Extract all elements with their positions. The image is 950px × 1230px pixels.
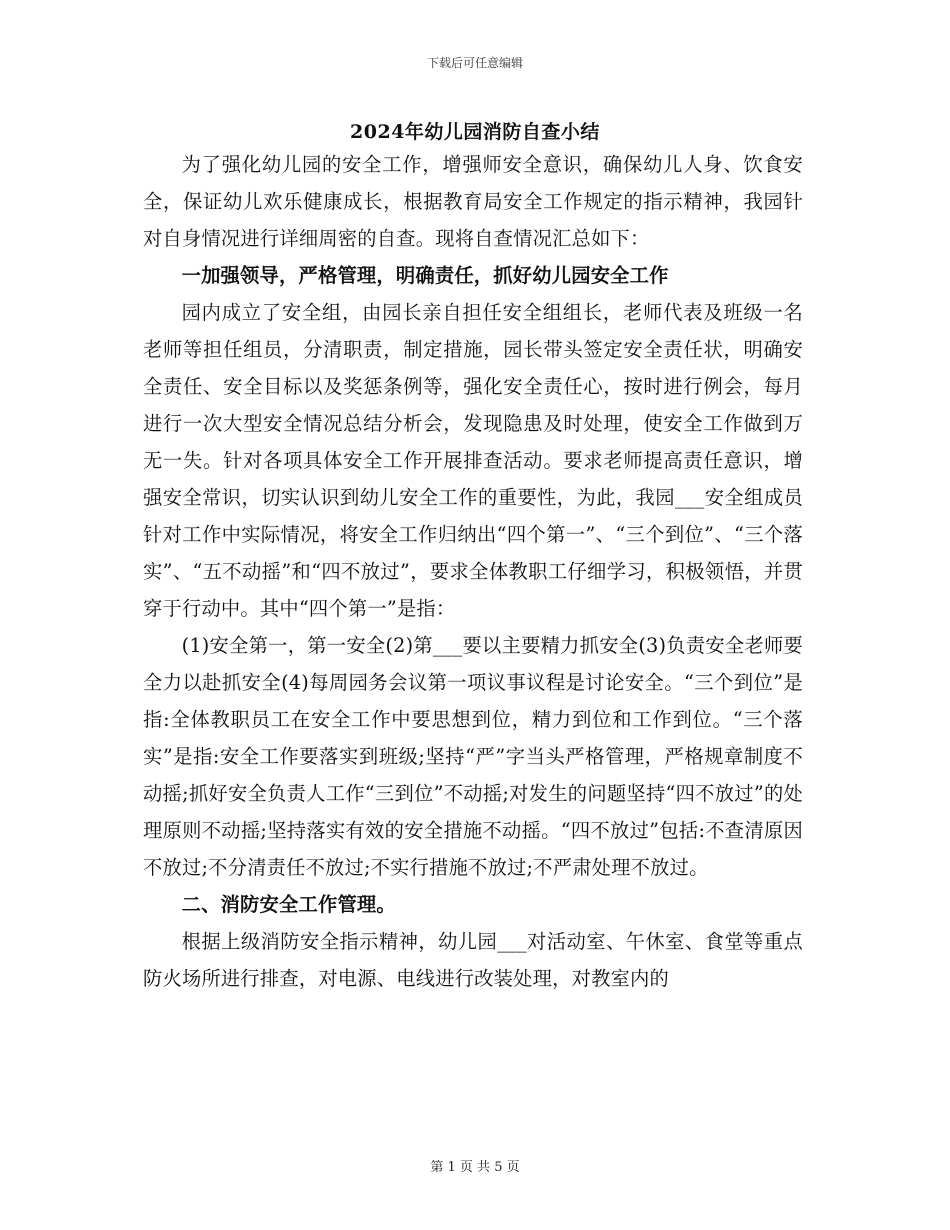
paragraph-section-1-details: (1)安全第一，第一安全(2)第___要以主要精力抓安全(3)负责安全老师要全力以赴抓安全(4)每周园务会议第一项议事议程是讨论安全。“三个到位”是指:全体教职员工在安全工作中要思想到位，精力到位和工作到位。“三个落实”是指:安全工作要落实到班级;坚持“严”字当头严格管理，严格规章制度不动摇;抓好安全负责人工作“三到位”不动摇;对发生的问题坚持“四不放过”的处理原则不动摇;坚持落实有效的安全措施不动摇。“四不放过”包括:不查清原因不放过;不分清责任不放过;不实行措施不放过;不严肃处理不放过。 (143, 634, 803, 879)
section-heading-1: 一加强领导，严格管理，明确责任，抓好幼儿园安全工作 (181, 264, 669, 287)
section-heading-2: 二、消防安全工作管理。 (181, 893, 396, 916)
document-body (143, 146, 803, 997)
paragraph-intro: 为了强化幼儿园的安全工作，增强师安全意识，确保幼儿人身、饮食安全，保证幼儿欢乐健康成长，根据教育局安全工作规定的指示精神，我园针对自身情况进行详细周密的自查。现将自查情况汇总如下： (143, 153, 803, 250)
paragraph-section-1-body: 园内成立了安全组，由园长亲自担任安全组组长，老师代表及班级一名老师等担任组员，分清职责，制定措施，园长带头签定安全责任状，明确安全责任、安全目标以及奖惩条例等，强化安全责任心，按时进行例会，每月进行一次大型安全情况总结分析会，发现隐患及时处理，使安全工作做到万无一失。针对各项具体安全工作开展排查活动。要求老师提高责任意识，增强安全常识，切实认识到幼儿安全工作的重要性，为此，我园___安全组成员针对工作中实际情况，将安全工作归纳出“四个第一”、“三个到位”、“三个落实”、“五不动摇”和“四不放过”，要求全体教职工仔细学习，积极领悟，并贯穿于行动中。其中“四个第一”是指： (143, 301, 803, 620)
header-note: 下载后可任意编辑 (426, 56, 523, 70)
paragraph-section-2-body: 根据上级消防安全指示精神，幼儿园___对活动室、午休室、食堂等重点防火场所进行排查，对电源、电线进行改装处理，对教室内的 (143, 930, 803, 990)
page-number: 第 1 页 共 5 页 (430, 1160, 520, 1175)
document-title: 2024年幼儿园消防自查小结 (350, 121, 600, 143)
